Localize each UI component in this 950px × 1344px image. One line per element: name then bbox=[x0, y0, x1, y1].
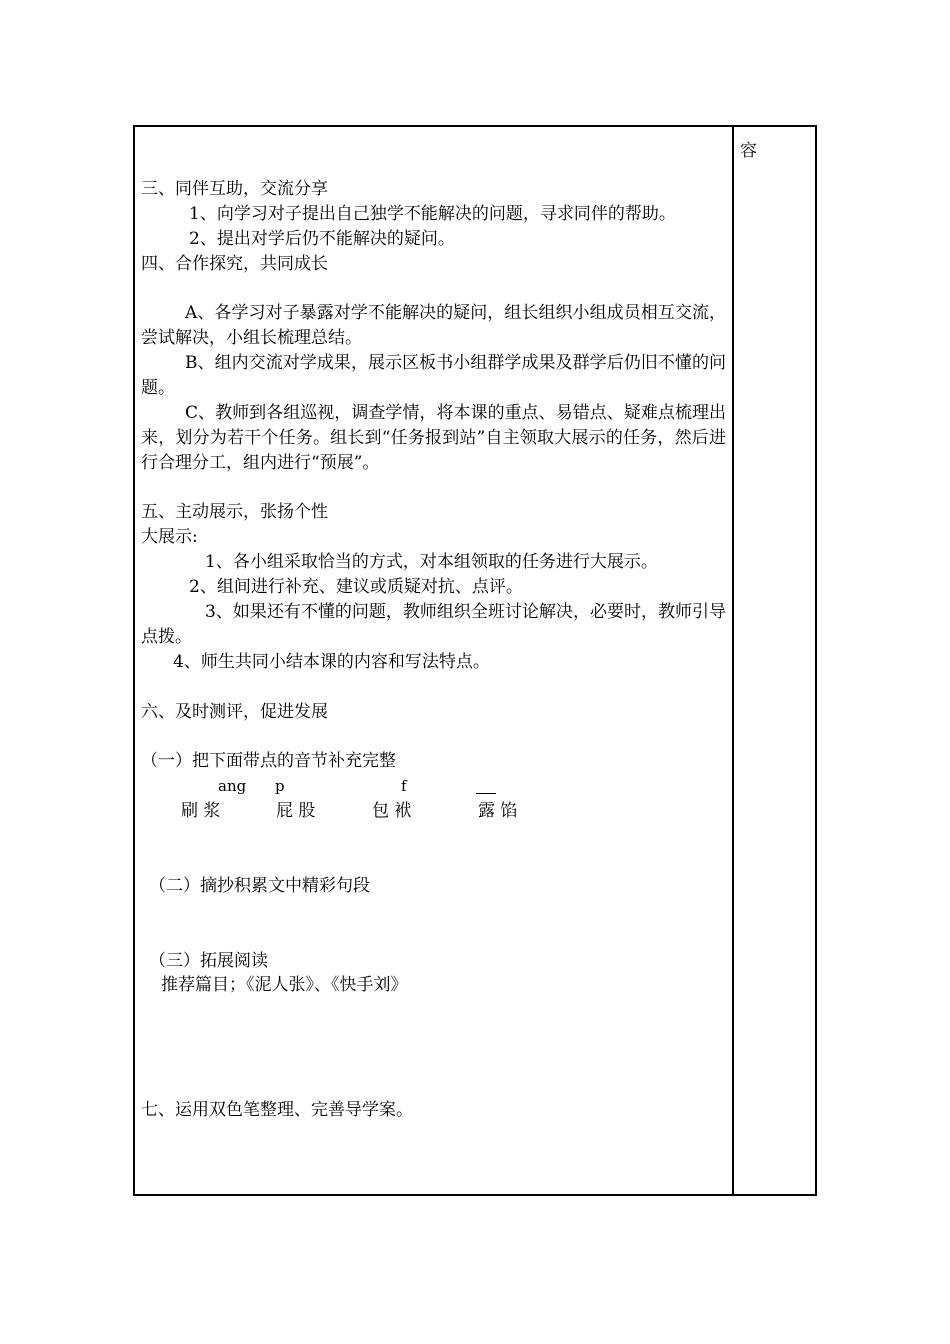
section-5-subtitle: 大展示: bbox=[141, 527, 198, 547]
word-bao-fu: 包 袱 bbox=[372, 801, 412, 821]
section-5-item-4: 4、师生共同小结本课的内容和写法特点。 bbox=[173, 652, 490, 672]
section-3-item-1: 1、向学习对子提出自己独学不能解决的问题，寻求同伴的帮助。 bbox=[189, 204, 676, 224]
side-cell-text: 容 bbox=[740, 141, 757, 161]
section-5-item-1: 1、各小组采取恰当的方式，对本组领取的任务进行大展示。 bbox=[205, 552, 658, 572]
section-6-question-3: （三）拓展阅读 bbox=[149, 951, 268, 971]
word-shua-jiang: 刷 浆 bbox=[181, 801, 221, 821]
section-6-question-1: （一）把下面带点的音节补充完整 bbox=[141, 751, 396, 771]
column-divider bbox=[732, 127, 734, 1194]
word-lu-xian: 露 馅 bbox=[478, 801, 518, 821]
section-4-title: 四、合作探究，共同成长 bbox=[141, 254, 328, 274]
section-5-item-2: 2、组间进行补充、建议或质疑对抗、点评。 bbox=[189, 577, 523, 597]
section-6-title: 六、及时测评，促进发展 bbox=[141, 702, 328, 722]
pinyin-blank-mark bbox=[476, 793, 496, 794]
section-6-question-2: （二）摘抄积累文中精彩句段 bbox=[149, 876, 370, 896]
section-5-title: 五、主动展示，张扬个性 bbox=[141, 502, 328, 522]
section-4-paragraph-b: B、组内交流对学成果，展示区板书小组群学成果及群学后仍旧不懂的问题。 bbox=[141, 353, 726, 398]
word-pi-gu: 屁 股 bbox=[276, 801, 316, 821]
section-6-question-3-text: 推荐篇目；《泥人张》、《快手刘》 bbox=[161, 975, 408, 995]
pinyin-ang: ang bbox=[218, 777, 247, 795]
section-3-title: 三、同伴互助，交流分享 bbox=[141, 179, 328, 199]
section-4-paragraph-c: C、教师到各组巡视，调查学情，将本课的重点、易错点、疑难点梳理出来，划分为若干个任务。组长到“任务报到站”自主领取大展示的任务，然后进行合理分工，组内进行“预展”。 bbox=[141, 403, 726, 473]
section-3-item-2: 2、提出对学后仍不能解决的疑问。 bbox=[189, 229, 455, 249]
section-7-title: 七、运用双色笔整理、完善导学案。 bbox=[141, 1100, 413, 1120]
pinyin-f: f bbox=[401, 777, 407, 795]
section-5-item-3: 3、如果还有不懂的问题，教师组织全班讨论解决，必要时，教师引导点拨。 bbox=[141, 602, 726, 647]
section-4-paragraph-a: A、各学习对子暴露对学不能解决的疑问，组长组织小组成员相互交流，尝试解决，小组长梳理总结。 bbox=[141, 303, 726, 348]
pinyin-p: p bbox=[275, 777, 285, 795]
